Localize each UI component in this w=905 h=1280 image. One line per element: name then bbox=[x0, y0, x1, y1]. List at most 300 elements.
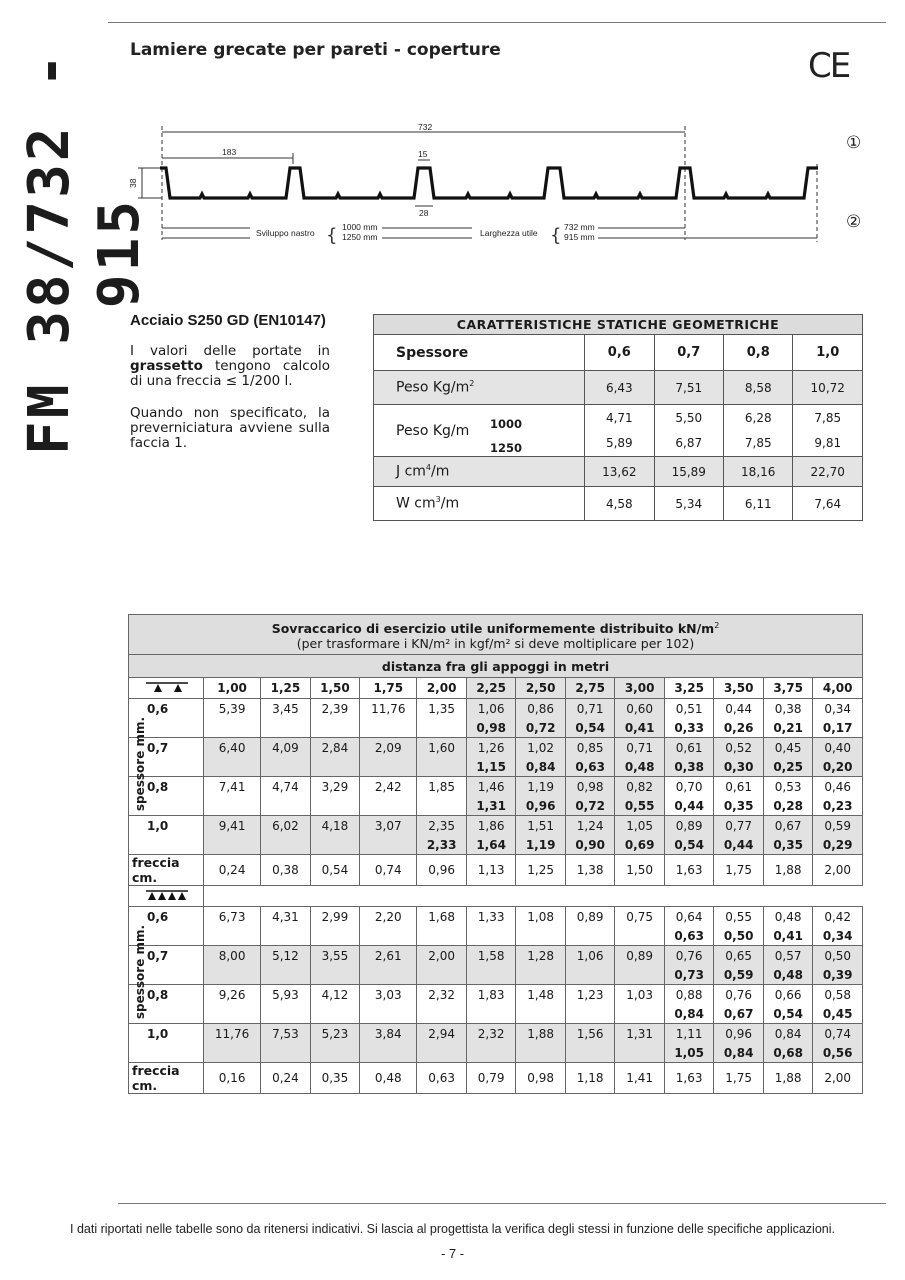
load-value-reduced bbox=[310, 718, 360, 738]
load-value: 6,73 bbox=[204, 907, 261, 927]
load-value-reduced bbox=[204, 718, 261, 738]
span-header: 2,75 bbox=[565, 678, 615, 699]
sviluppo-value-2: 1250 mm bbox=[342, 232, 378, 242]
load-value-reduced bbox=[417, 757, 467, 777]
load-value: 2,42 bbox=[360, 777, 417, 797]
load-table-title bbox=[129, 615, 863, 655]
load-value-reduced: 0,45 bbox=[813, 1004, 863, 1024]
load-title-text: Sovraccarico di esercizio utile uniformemente distribuito kN/m bbox=[271, 621, 715, 637]
load-value-reduced: 0,59 bbox=[714, 965, 764, 985]
load-value: 0,71 bbox=[565, 699, 615, 719]
load-value: 4,31 bbox=[261, 907, 311, 927]
load-value: 11,76 bbox=[204, 1024, 261, 1044]
peso-m2-10: 10,72 bbox=[793, 371, 863, 405]
spans-title: distanza fra gli appoggi in metri bbox=[129, 655, 863, 678]
load-value-reduced: 0,48 bbox=[615, 757, 665, 777]
w-label: W $cm^3/m$ bbox=[374, 487, 585, 521]
freccia-value: 1,13 bbox=[466, 855, 516, 886]
load-value-reduced bbox=[417, 718, 467, 738]
load-value-reduced: 1,05 bbox=[664, 1043, 714, 1063]
statics-col-10: 1,0 bbox=[793, 335, 863, 371]
section-separator bbox=[204, 886, 863, 907]
load-value: 3,45 bbox=[261, 699, 311, 719]
page-title: Lamiere grecate per pareti - coperture bbox=[130, 40, 501, 60]
load-value-reduced: 2,33 bbox=[417, 835, 467, 855]
load-value-reduced bbox=[204, 757, 261, 777]
load-value: 0,44 bbox=[714, 699, 764, 719]
larghezza-value-1: 732 mm bbox=[564, 222, 595, 232]
load-value-reduced bbox=[204, 965, 261, 985]
load-value: 4,74 bbox=[261, 777, 311, 797]
w-06: 4,58 bbox=[585, 487, 654, 521]
load-value: 2,61 bbox=[360, 946, 417, 966]
load-value-reduced: 0,72 bbox=[565, 796, 615, 816]
load-value: 7,53 bbox=[261, 1024, 311, 1044]
load-value-reduced bbox=[261, 926, 311, 946]
load-value-reduced bbox=[261, 757, 311, 777]
load-value-reduced bbox=[565, 1043, 615, 1063]
load-value: 0,53 bbox=[763, 777, 813, 797]
freccia-value: 0,24 bbox=[204, 855, 261, 886]
load-value-reduced bbox=[615, 926, 665, 946]
thickness-value: 1,0 bbox=[147, 819, 169, 834]
sviluppo-value-1: 1000 mm bbox=[342, 222, 378, 232]
load-value: 0,60 bbox=[615, 699, 665, 719]
load-value: 3,84 bbox=[360, 1024, 417, 1044]
span-header: 2,00 bbox=[417, 678, 467, 699]
span-header: 1,00 bbox=[204, 678, 261, 699]
freccia-value: 1,75 bbox=[714, 855, 764, 886]
load-value: 5,23 bbox=[310, 1024, 360, 1044]
load-value: 9,41 bbox=[204, 816, 261, 836]
load-value: 1,06 bbox=[466, 699, 516, 719]
load-value: 1,56 bbox=[565, 1024, 615, 1044]
load-value: 2,99 bbox=[310, 907, 360, 927]
peso-1000-06: 4,71 bbox=[585, 405, 654, 431]
load-value: 0,59 bbox=[813, 816, 863, 836]
statics-col-07: 0,7 bbox=[654, 335, 723, 371]
bottom-rule bbox=[118, 1203, 886, 1204]
load-value-reduced: 0,44 bbox=[664, 796, 714, 816]
thickness-value: 0,6 bbox=[147, 702, 169, 717]
load-value-reduced: 0,44 bbox=[714, 835, 764, 855]
load-value: 1,85 bbox=[417, 777, 467, 797]
load-value: 3,55 bbox=[310, 946, 360, 966]
statics-table bbox=[373, 314, 863, 521]
j-06: 13,62 bbox=[585, 457, 654, 487]
load-value: 0,46 bbox=[813, 777, 863, 797]
freccia-value: 0,74 bbox=[360, 855, 417, 886]
load-value: 0,76 bbox=[664, 946, 714, 966]
freccia-value: 0,16 bbox=[204, 1063, 261, 1094]
load-value: 0,38 bbox=[763, 699, 813, 719]
load-value: 0,96 bbox=[714, 1024, 764, 1044]
load-value-reduced: 1,64 bbox=[466, 835, 516, 855]
load-value-reduced: 1,31 bbox=[466, 796, 516, 816]
span-header: 3,25 bbox=[664, 678, 714, 699]
freccia-value: 1,50 bbox=[615, 855, 665, 886]
load-value: 2,84 bbox=[310, 738, 360, 758]
statics-col-08: 0,8 bbox=[724, 335, 793, 371]
span-header: 1,25 bbox=[261, 678, 311, 699]
freccia-value: 1,41 bbox=[615, 1063, 665, 1094]
peso-m2-06: 6,43 bbox=[585, 371, 654, 405]
load-value: 0,86 bbox=[516, 699, 566, 719]
load-value: 0,89 bbox=[615, 946, 665, 966]
freccia-value: 0,54 bbox=[310, 855, 360, 886]
dim-bottom-label: 28 bbox=[419, 208, 429, 218]
load-value-reduced: 0,54 bbox=[664, 835, 714, 855]
load-value: 5,93 bbox=[261, 985, 311, 1005]
freccia-label: freccia cm. bbox=[129, 1063, 204, 1094]
freccia-value: 0,38 bbox=[261, 855, 311, 886]
load-value: 0,76 bbox=[714, 985, 764, 1005]
load-value-reduced bbox=[466, 965, 516, 985]
load-value-reduced bbox=[204, 1043, 261, 1063]
load-value-reduced: 0,34 bbox=[813, 926, 863, 946]
load-value: 1,33 bbox=[466, 907, 516, 927]
load-value: 5,12 bbox=[261, 946, 311, 966]
load-value-reduced bbox=[466, 1043, 516, 1063]
peso-1250-06: 5,89 bbox=[585, 431, 654, 457]
load-value-reduced bbox=[204, 835, 261, 855]
load-value-reduced: 0,84 bbox=[516, 757, 566, 777]
load-value: 0,55 bbox=[714, 907, 764, 927]
w-07: 5,34 bbox=[654, 487, 723, 521]
peso-m-label: Peso Kg/m 1000 1250 bbox=[374, 405, 585, 457]
load-value: 0,57 bbox=[763, 946, 813, 966]
face-1-marker: ① bbox=[846, 133, 862, 153]
freccia-value: 0,35 bbox=[310, 1063, 360, 1094]
sviluppo-label: Sviluppo nastro bbox=[256, 228, 315, 238]
dim-pitch-label: 183 bbox=[222, 147, 237, 157]
peso-m2-label: Peso $Kg/m^2$ bbox=[374, 371, 585, 405]
load-value: 4,12 bbox=[310, 985, 360, 1005]
load-value-reduced: 0,25 bbox=[763, 757, 813, 777]
load-value-reduced: 0,55 bbox=[615, 796, 665, 816]
load-value: 1,26 bbox=[466, 738, 516, 758]
load-value: 3,07 bbox=[360, 816, 417, 836]
freccia-value: 0,98 bbox=[516, 1063, 566, 1094]
load-value-reduced bbox=[565, 1004, 615, 1024]
load-value-reduced bbox=[261, 965, 311, 985]
freccia-value: 1,25 bbox=[516, 855, 566, 886]
load-value-reduced bbox=[417, 796, 467, 816]
thickness-value: 0,6 bbox=[147, 910, 169, 925]
w-10: 7,64 bbox=[793, 487, 863, 521]
span-header: 2,25 bbox=[466, 678, 516, 699]
load-value: 1,88 bbox=[516, 1024, 566, 1044]
page-number: - 7 - bbox=[440, 1246, 465, 1261]
j-07: 15,89 bbox=[654, 457, 723, 487]
load-value: 0,34 bbox=[813, 699, 863, 719]
load-value-reduced bbox=[417, 965, 467, 985]
load-value: 1,48 bbox=[516, 985, 566, 1005]
larghezza-brace: { bbox=[550, 225, 562, 246]
load-value-reduced bbox=[417, 1043, 467, 1063]
freccia-value: 2,00 bbox=[813, 1063, 863, 1094]
load-value-reduced: 0,39 bbox=[813, 965, 863, 985]
load-value-reduced bbox=[261, 835, 311, 855]
load-value-reduced: 0,98 bbox=[466, 718, 516, 738]
peso-1000-10: 7,85 bbox=[793, 405, 863, 431]
load-value-reduced: 0,20 bbox=[813, 757, 863, 777]
load-value-reduced: 0,29 bbox=[813, 835, 863, 855]
load-value-reduced bbox=[261, 1004, 311, 1024]
load-value-reduced: 0,84 bbox=[664, 1004, 714, 1024]
load-value: 0,64 bbox=[664, 907, 714, 927]
load-title-sup: 2 bbox=[714, 621, 720, 630]
load-value-reduced: 0,26 bbox=[714, 718, 764, 738]
j-10: 22,70 bbox=[793, 457, 863, 487]
load-value-reduced bbox=[204, 796, 261, 816]
load-value-reduced bbox=[565, 965, 615, 985]
load-value-reduced: 0,73 bbox=[664, 965, 714, 985]
dim-top-label: 15 bbox=[418, 149, 428, 159]
load-value: 1,23 bbox=[565, 985, 615, 1005]
load-value: 0,58 bbox=[813, 985, 863, 1005]
note-bold-values bbox=[130, 344, 330, 389]
load-value-reduced: 0,84 bbox=[714, 1043, 764, 1063]
load-value: 0,98 bbox=[565, 777, 615, 797]
load-value: 1,05 bbox=[615, 816, 665, 836]
load-value-reduced: 1,15 bbox=[466, 757, 516, 777]
load-value: 1,58 bbox=[466, 946, 516, 966]
span-header: 3,50 bbox=[714, 678, 764, 699]
load-value: 0,88 bbox=[664, 985, 714, 1005]
load-value: 9,26 bbox=[204, 985, 261, 1005]
load-value-reduced: 0,21 bbox=[763, 718, 813, 738]
load-value: 1,24 bbox=[565, 816, 615, 836]
load-value: 0,82 bbox=[615, 777, 665, 797]
load-value: 4,18 bbox=[310, 816, 360, 836]
load-value: 3,29 bbox=[310, 777, 360, 797]
load-value: 8,00 bbox=[204, 946, 261, 966]
load-value-reduced bbox=[310, 835, 360, 855]
load-value-reduced: 0,33 bbox=[664, 718, 714, 738]
load-value: 7,41 bbox=[204, 777, 261, 797]
freccia-value: 0,63 bbox=[417, 1063, 467, 1094]
load-value-reduced: 0,54 bbox=[565, 718, 615, 738]
load-value: 0,65 bbox=[714, 946, 764, 966]
load-value-reduced bbox=[615, 1004, 665, 1024]
thickness-label bbox=[129, 1024, 204, 1063]
load-value: 0,61 bbox=[664, 738, 714, 758]
statics-col-06: 0,6 bbox=[585, 335, 654, 371]
load-value: 3,03 bbox=[360, 985, 417, 1005]
load-value-reduced: 0,63 bbox=[565, 757, 615, 777]
load-value-reduced bbox=[310, 757, 360, 777]
load-value: 1,51 bbox=[516, 816, 566, 836]
load-value: 6,02 bbox=[261, 816, 311, 836]
load-value-reduced: 0,30 bbox=[714, 757, 764, 777]
load-value: 0,77 bbox=[714, 816, 764, 836]
span-header: 1,75 bbox=[360, 678, 417, 699]
load-value: 0,89 bbox=[664, 816, 714, 836]
load-value: 0,50 bbox=[813, 946, 863, 966]
load-value-reduced: 0,38 bbox=[664, 757, 714, 777]
load-value-reduced: 0,96 bbox=[516, 796, 566, 816]
profile-cross-section-diagram bbox=[120, 120, 840, 250]
peso-m2-08: 8,58 bbox=[724, 371, 793, 405]
load-value: 1,68 bbox=[417, 907, 467, 927]
spessore-vertical-label: spessore mm. bbox=[133, 717, 147, 812]
load-value-reduced bbox=[516, 1004, 566, 1024]
load-value-reduced bbox=[360, 835, 417, 855]
load-value-reduced bbox=[204, 926, 261, 946]
span-header: 3,75 bbox=[763, 678, 813, 699]
load-value-reduced: 1,19 bbox=[516, 835, 566, 855]
span-header: 2,50 bbox=[516, 678, 566, 699]
load-value-reduced bbox=[417, 926, 467, 946]
freccia-value: 1,63 bbox=[664, 1063, 714, 1094]
load-value-reduced bbox=[466, 926, 516, 946]
load-value-reduced bbox=[310, 796, 360, 816]
load-value-reduced bbox=[261, 796, 311, 816]
thickness-label bbox=[129, 738, 204, 777]
freccia-value: 1,63 bbox=[664, 855, 714, 886]
thickness-value: 0,8 bbox=[147, 988, 169, 1003]
load-value-reduced bbox=[615, 1043, 665, 1063]
statics-header: CARATTERISTICHE STATICHE GEOMETRICHE bbox=[374, 315, 863, 335]
freccia-value: 0,79 bbox=[466, 1063, 516, 1094]
load-value-reduced bbox=[417, 1004, 467, 1024]
note1-bold: grassetto bbox=[130, 358, 203, 374]
span-header: 1,50 bbox=[310, 678, 360, 699]
thickness-label bbox=[129, 985, 204, 1024]
load-value-reduced: 0,28 bbox=[763, 796, 813, 816]
disclaimer-footer: I dati riportati nelle tabelle sono da ritenersi indicativi. Si lascia al progettista la verifica degli stessi in funzione delle specifiche applicazioni. bbox=[70, 1222, 835, 1236]
load-value-reduced bbox=[360, 757, 417, 777]
freccia-value: 1,38 bbox=[565, 855, 615, 886]
load-value-reduced: 0,90 bbox=[565, 835, 615, 855]
note-prepainting: Quando non specificato, la preverniciatura avviene sulla faccia 1. bbox=[130, 405, 330, 451]
peso-1250-07: 6,87 bbox=[654, 431, 723, 457]
load-value: 1,19 bbox=[516, 777, 566, 797]
load-value: 2,35 bbox=[417, 816, 467, 836]
load-value: 2,20 bbox=[360, 907, 417, 927]
thickness-value: 1,0 bbox=[147, 1027, 169, 1042]
load-value-reduced: 0,54 bbox=[763, 1004, 813, 1024]
load-value-reduced bbox=[516, 1043, 566, 1063]
load-value: 0,42 bbox=[813, 907, 863, 927]
peso-1000-08: 6,28 bbox=[724, 405, 793, 431]
ce-mark: CE bbox=[808, 46, 850, 86]
larghezza-label: Larghezza utile bbox=[480, 228, 538, 238]
load-value-reduced bbox=[360, 718, 417, 738]
load-value: 2,94 bbox=[417, 1024, 467, 1044]
multi-support-icon bbox=[129, 886, 204, 907]
load-value-reduced: 0,68 bbox=[763, 1043, 813, 1063]
load-value-reduced bbox=[261, 718, 311, 738]
thickness-value: 0,7 bbox=[147, 949, 169, 964]
load-value: 2,32 bbox=[466, 1024, 516, 1044]
peso-sub-1250: 1250 bbox=[490, 441, 523, 455]
freccia-value: 1,88 bbox=[763, 855, 813, 886]
load-value-reduced: 0,41 bbox=[763, 926, 813, 946]
load-value-reduced: 0,35 bbox=[714, 796, 764, 816]
load-value: 11,76 bbox=[360, 699, 417, 719]
freccia-value: 0,24 bbox=[261, 1063, 311, 1094]
load-value: 1,06 bbox=[565, 946, 615, 966]
span-header: 3,00 bbox=[615, 678, 665, 699]
face-2-marker: ② bbox=[846, 212, 862, 232]
load-value: 0,84 bbox=[763, 1024, 813, 1044]
load-value-reduced bbox=[261, 1043, 311, 1063]
peso-1000-07: 5,50 bbox=[654, 405, 723, 431]
load-value: 1,08 bbox=[516, 907, 566, 927]
load-value: 6,40 bbox=[204, 738, 261, 758]
dim-total-label: 732 bbox=[418, 122, 433, 132]
load-value: 0,48 bbox=[763, 907, 813, 927]
load-value: 0,45 bbox=[763, 738, 813, 758]
load-value: 2,09 bbox=[360, 738, 417, 758]
load-value: 0,67 bbox=[763, 816, 813, 836]
load-value: 1,02 bbox=[516, 738, 566, 758]
load-value: 0,75 bbox=[615, 907, 665, 927]
freccia-value: 1,75 bbox=[714, 1063, 764, 1094]
load-value: 0,66 bbox=[763, 985, 813, 1005]
load-value-reduced bbox=[516, 965, 566, 985]
freccia-value: 2,00 bbox=[813, 855, 863, 886]
w-08: 6,11 bbox=[724, 487, 793, 521]
load-value-reduced bbox=[615, 965, 665, 985]
larghezza-value-2: 915 mm bbox=[564, 232, 595, 242]
load-value: 0,71 bbox=[615, 738, 665, 758]
note1-post: tengono calcolo di una freccia ≤ 1/200 l. bbox=[130, 358, 330, 389]
load-value-reduced bbox=[310, 1043, 360, 1063]
note1-pre: I valori delle portate in bbox=[130, 343, 330, 359]
load-value: 1,46 bbox=[466, 777, 516, 797]
load-value-reduced bbox=[360, 926, 417, 946]
load-value-reduced: 0,48 bbox=[763, 965, 813, 985]
load-value-reduced bbox=[565, 926, 615, 946]
load-value: 0,61 bbox=[714, 777, 764, 797]
thickness-value: 0,8 bbox=[147, 780, 169, 795]
load-value-reduced: 0,63 bbox=[664, 926, 714, 946]
freccia-value: 1,18 bbox=[565, 1063, 615, 1094]
load-value: 1,60 bbox=[417, 738, 467, 758]
load-value: 0,52 bbox=[714, 738, 764, 758]
load-value-reduced: 0,23 bbox=[813, 796, 863, 816]
load-value-reduced bbox=[360, 1004, 417, 1024]
statics-spessore-label: Spessore bbox=[374, 335, 585, 371]
two-support-icon-glyph bbox=[136, 680, 196, 694]
load-value-reduced bbox=[310, 926, 360, 946]
load-value: 0,51 bbox=[664, 699, 714, 719]
load-subtitle: (per trasformare i KN/m² in kgf/m² si deve moltiplicare per 102) bbox=[296, 636, 695, 652]
load-value-reduced bbox=[310, 965, 360, 985]
load-value: 0,70 bbox=[664, 777, 714, 797]
top-rule bbox=[108, 22, 886, 23]
peso-1250-10: 9,81 bbox=[793, 431, 863, 457]
load-value-reduced bbox=[516, 926, 566, 946]
j-label: J $cm^4/m$ bbox=[374, 457, 585, 487]
load-value: 2,00 bbox=[417, 946, 467, 966]
thickness-value: 0,7 bbox=[147, 741, 169, 756]
load-table bbox=[128, 614, 863, 1094]
load-value-reduced: 0,35 bbox=[763, 835, 813, 855]
thickness-label bbox=[129, 777, 204, 816]
load-value: 0,89 bbox=[565, 907, 615, 927]
load-value: 1,11 bbox=[664, 1024, 714, 1044]
load-value: 1,03 bbox=[615, 985, 665, 1005]
load-value-reduced: 0,72 bbox=[516, 718, 566, 738]
dim-height-label: 38 bbox=[128, 178, 138, 188]
load-value: 0,40 bbox=[813, 738, 863, 758]
sviluppo-brace: { bbox=[326, 225, 338, 246]
freccia-value: 0,48 bbox=[360, 1063, 417, 1094]
